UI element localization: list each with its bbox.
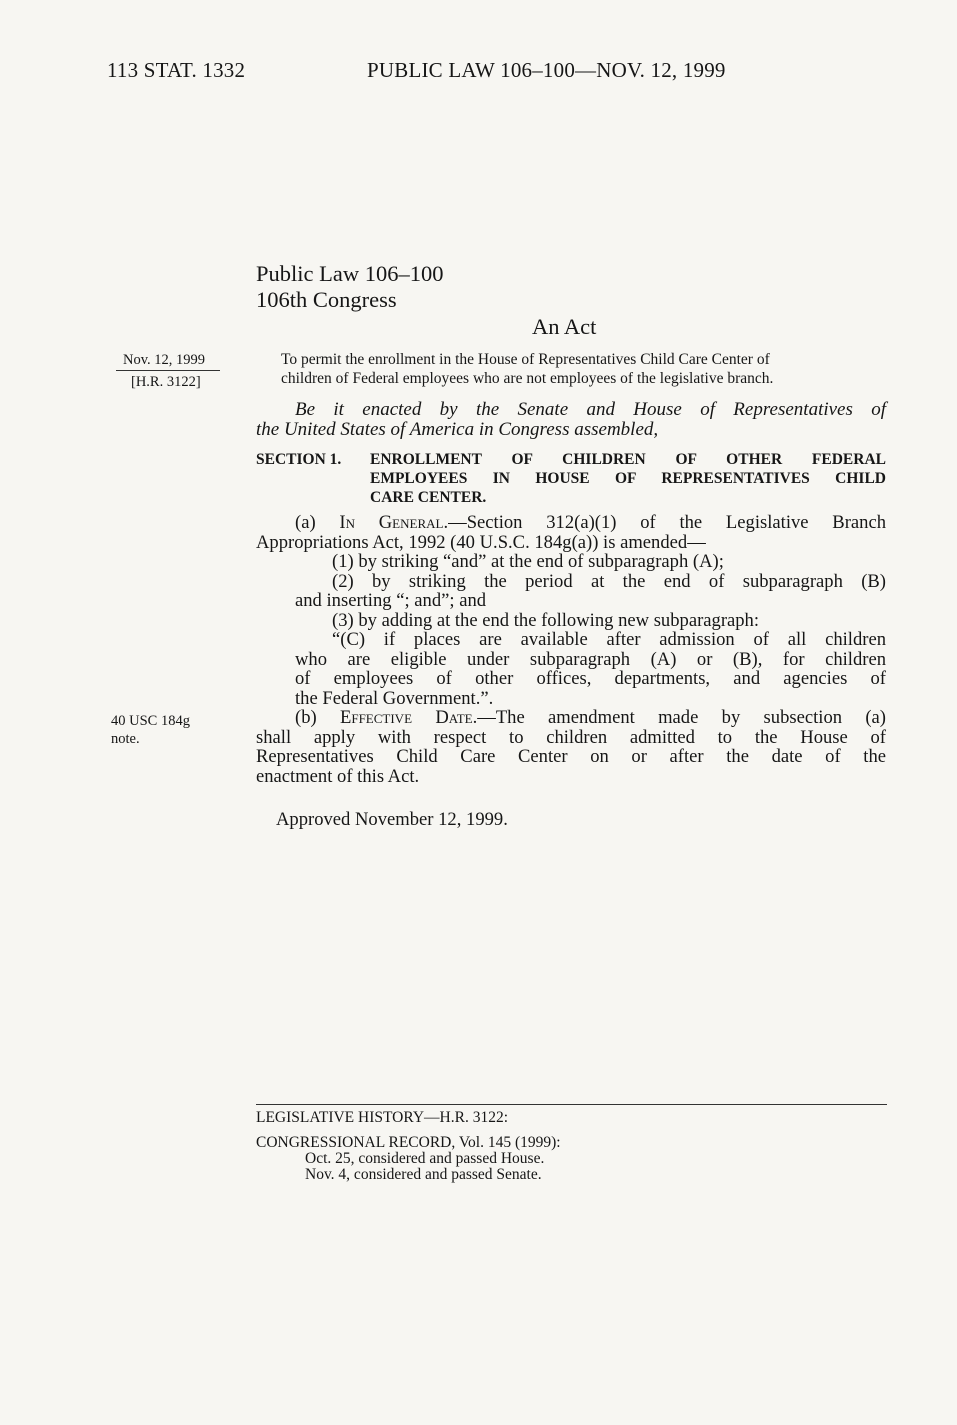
quoted-subparagraph-line-2: who are eligible under subparagraph (A) or (B), for children	[295, 649, 886, 670]
margin-date: Nov. 12, 1999	[123, 352, 206, 368]
subsection-a-line-2: Appropriations Act, 1992 (40 U.S.C. 184g(a)) is amended—	[256, 532, 706, 553]
congress-number: 106th Congress	[256, 287, 397, 312]
subsection-b-line-3: Representatives Child Care Center on or after the date of the	[256, 746, 886, 767]
an-act-heading: An Act	[532, 314, 597, 339]
margin-divider	[116, 370, 220, 371]
subsection-b-heading: Effective Date.	[339, 707, 478, 728]
history-entry-1: Oct. 25, considered and passed House.	[305, 1150, 545, 1167]
quoted-subparagraph-line-4: the Federal Government.”.	[295, 688, 494, 709]
history-entry-2: Nov. 4, considered and passed Senate.	[305, 1166, 542, 1183]
purpose-line-2: children of Federal employees who are not employees of the legislative branch.	[281, 370, 774, 387]
section-heading-line-2: EMPLOYEES IN HOUSE OF REPRESENTATIVES CHILD	[370, 470, 886, 487]
section-label: SECTION 1.	[256, 451, 342, 468]
approval-date: Approved November 12, 1999.	[276, 809, 508, 830]
paragraph-3: (3) by adding at the end the following new subparagraph:	[332, 610, 760, 631]
quoted-subparagraph-line-3: of employees of other offices, departments, and agencies of	[295, 668, 886, 689]
page-stat-citation: 113 STAT. 1332	[107, 58, 246, 82]
purpose-line-1: To permit the enrollment in the House of Representatives Child Care Center of	[281, 351, 770, 368]
subsection-a-line-1: (a) In General.—Section 312(a)(1) of the Legislative Branch	[295, 512, 887, 533]
paragraph-1: (1) by striking “and” at the end of subparagraph (A);	[332, 551, 724, 572]
quoted-subparagraph-line-1: “(C) if places are available after admission of all children	[332, 629, 886, 650]
page-running-head: PUBLIC LAW 106–100—NOV. 12, 1999	[367, 58, 726, 82]
section-heading-line-1: ENROLLMENT OF CHILDREN OF OTHER FEDERAL	[370, 451, 886, 468]
subsection-b-line-1: (b) Effective Date.—The amendment made by subsection (a)	[295, 707, 886, 728]
enacting-clause-line-2: the United States of America in Congress assembled,	[256, 419, 659, 440]
margin-bill-number: [H.R. 3122]	[131, 374, 201, 390]
subsection-b-line-4: enactment of this Act.	[256, 766, 420, 787]
paragraph-2-line-2: and inserting “; and”; and	[295, 590, 487, 611]
legislative-history-title: LEGISLATIVE HISTORY—H.R. 3122:	[256, 1109, 509, 1126]
paragraph-2-line-1: (2) by striking the period at the end of subparagraph (B)	[332, 571, 886, 592]
subsection-a-heading: In General.	[339, 512, 449, 533]
enacting-clause-line-1: Be it enacted by the Senate and House of Representatives of	[295, 399, 886, 420]
margin-usc-note: note.	[111, 731, 140, 747]
margin-usc-citation: 40 USC 184g	[111, 713, 190, 729]
section-heading-line-3: CARE CENTER.	[370, 489, 487, 506]
history-divider	[256, 1104, 887, 1105]
subsection-b-line-2: shall apply with respect to children admitted to the House of	[256, 727, 886, 748]
public-law-number: Public Law 106–100	[256, 261, 444, 286]
congressional-record: CONGRESSIONAL RECORD, Vol. 145 (1999):	[256, 1134, 561, 1151]
